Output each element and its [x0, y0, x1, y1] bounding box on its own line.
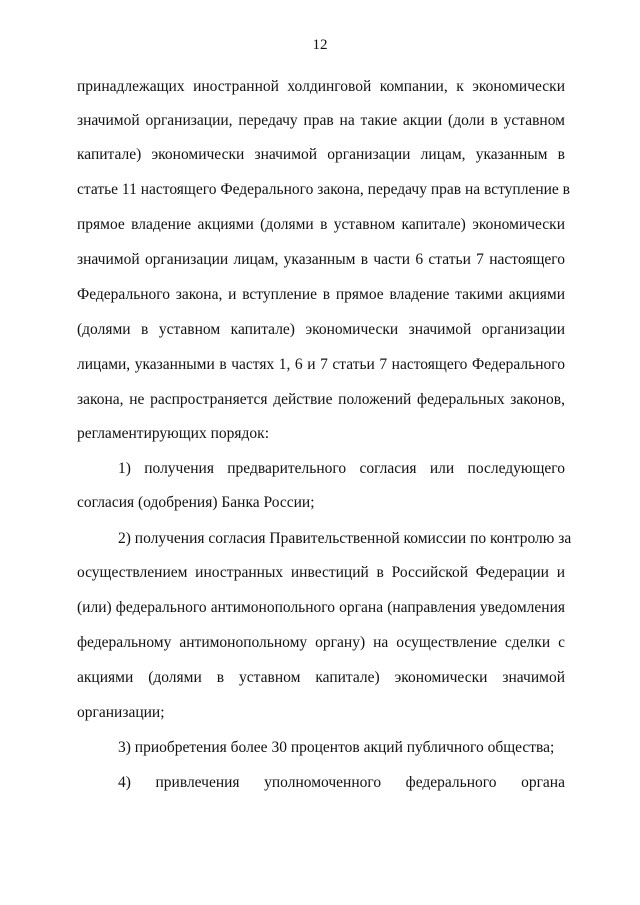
text-line: (долями в уставном капитале) экономически значимой организации [77, 321, 565, 338]
text-line: осуществлением иностранных инвестиций в Российской Федерации и [77, 564, 565, 581]
text-line: значимой организации лицам, указанным в части 6 статьи 7 настоящего [77, 251, 565, 268]
text-line: Федерального закона, и вступление в прямое владение такими акциями [77, 286, 565, 303]
text-line: акциями (долями в уставном капитале) экономически значимой [77, 669, 565, 686]
text-line: статье 11 настоящего Федерального закона, передачу прав на вступление в [77, 181, 570, 198]
text-line: (или) федерального антимонопольного органа (направления уведомления [77, 599, 565, 616]
text-line: федеральному антимонопольному органу) на осуществление сделки с [77, 634, 565, 651]
text-line: лицами, указанными в частях 1, 6 и 7 статьи 7 настоящего Федерального [77, 356, 565, 373]
text-line: согласия (одобрения) Банка России; [77, 494, 315, 511]
list-item-2-line: 2) получения согласия Правительственной комиссии по контролю за [118, 530, 572, 547]
text-line: значимой организации, передачу прав на такие акции (доли в уставном [77, 112, 565, 129]
text-line: организации; [77, 704, 165, 721]
page-number: 12 [312, 37, 328, 53]
list-item-4-line: 4) привлечения уполномоченного федерального органа [118, 774, 565, 791]
text-line: прямое владение акциями (долями в уставном капитале) экономически [77, 216, 565, 233]
text-line: регламентирующих порядок: [77, 425, 269, 442]
list-item-1-line: 1) получения предварительного согласия или последующего [118, 460, 565, 477]
text-line: закона, не распространяется действие положений федеральных законов, [77, 391, 565, 408]
text-line: принадлежащих иностранной холдинговой компании, к экономически [77, 78, 565, 95]
list-item-3-line: 3) приобретения более 30 процентов акций публичного общества; [118, 739, 555, 756]
text-line: капитале) экономически значимой организации лицам, указанным в [77, 146, 565, 163]
